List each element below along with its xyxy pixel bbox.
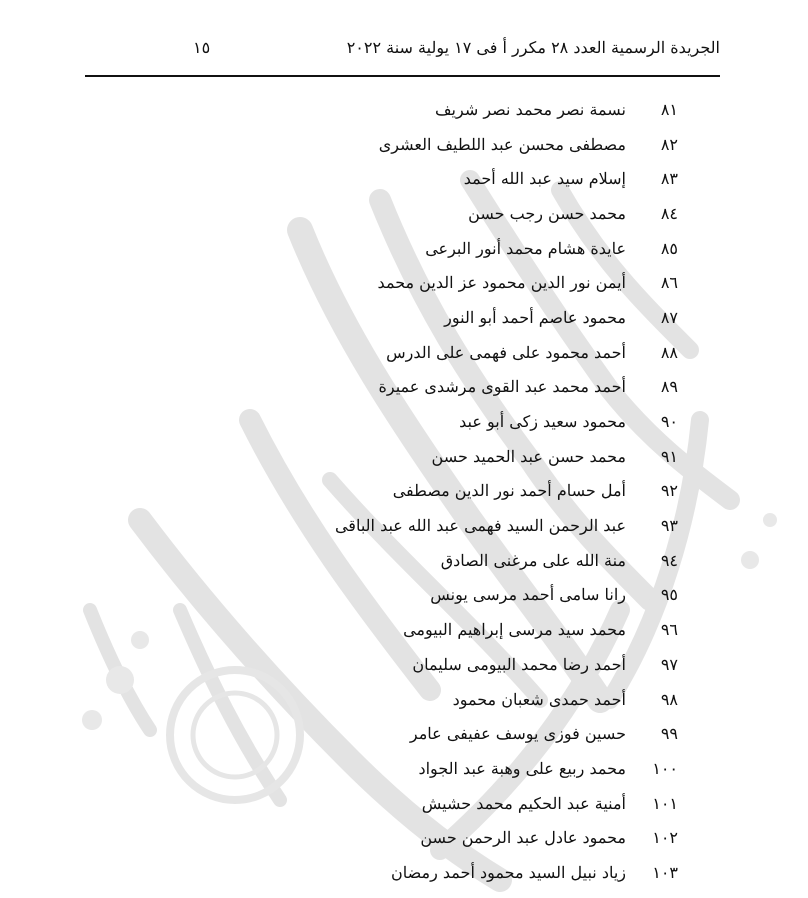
list-item <box>335 716 678 751</box>
list-item <box>335 647 678 682</box>
entry-name: محمد حسن عبد الحميد حسن <box>431 446 626 466</box>
entry-number: ١٠٣ <box>652 862 678 882</box>
entry-name: عايدة هشام محمد أنور البرعى <box>425 238 626 258</box>
entry-name: أحمد رضا محمد البيومى سليمان <box>412 654 626 674</box>
page-number: ١٥ <box>193 38 211 57</box>
entry-name: أحمد حمدى شعبان محمود <box>452 689 626 709</box>
entry-name: منة الله على مرغنى الصادق <box>440 550 626 570</box>
entry-name: محمد ربيع على وهبة عبد الجواد <box>418 758 626 778</box>
entry-number: ١٠٠ <box>652 758 678 778</box>
entry-name: محمود عاصم أحمد أبو النور <box>444 307 626 327</box>
entry-name: محمود عادل عبد الرحمن حسن <box>420 828 626 848</box>
entry-number: ٩٨ <box>660 689 678 709</box>
entry-name: أحمد محمود على فهمى على الدرس <box>386 342 626 362</box>
entry-number: ٩٧ <box>660 654 678 674</box>
entry-number: ٨١ <box>660 99 678 119</box>
entry-number: ٨٥ <box>660 238 678 258</box>
list-item <box>335 855 678 890</box>
list-item <box>335 404 678 439</box>
header-rule <box>85 75 720 77</box>
entry-name: عبد الرحمن السيد فهمى عبد الله عبد الباقى <box>334 516 626 536</box>
entry-number: ٨٧ <box>660 307 678 327</box>
entry-number: ٩٢ <box>660 481 678 501</box>
list-item <box>335 196 678 231</box>
entry-name: إسلام سيد عبد الله أحمد <box>463 169 626 189</box>
entry-number: ٩٠ <box>660 412 678 432</box>
list-item <box>335 751 678 786</box>
entry-name: زياد نبيل السيد محمود أحمد رمضان <box>391 862 626 882</box>
list-item <box>335 127 678 162</box>
list-item <box>335 231 678 266</box>
list-item <box>335 543 678 578</box>
list-item <box>335 161 678 196</box>
entry-number: ٨٨ <box>660 342 678 362</box>
entry-name: مصطفى محسن عبد اللطيف العشرى <box>378 134 626 154</box>
names-list <box>335 92 678 890</box>
list-item <box>335 508 678 543</box>
entry-name: أمل حسام أحمد نور الدين مصطفى <box>392 481 626 501</box>
entry-name: حسين فوزى يوسف عفيفى عامر <box>409 724 626 744</box>
entry-number: ٨٤ <box>660 203 678 223</box>
list-item <box>335 612 678 647</box>
entry-number: ١٠٢ <box>652 828 678 848</box>
page-header <box>85 38 720 62</box>
entry-number: ٩٥ <box>660 585 678 605</box>
entry-number: ٨٦ <box>660 273 678 293</box>
entry-number: ٨٩ <box>660 377 678 397</box>
entry-name: رانا سامى أحمد مرسى يونس <box>430 585 626 605</box>
entry-name: محمود سعيد زكى أبو عبد <box>459 412 626 432</box>
entry-name: أحمد محمد عبد القوى مرشدى عميرة <box>378 377 626 397</box>
entry-number: ٩٦ <box>660 620 678 640</box>
list-item <box>335 820 678 855</box>
entry-number: ١٠١ <box>652 793 678 813</box>
entry-name: أيمن نور الدين محمود عز الدين محمد <box>377 273 626 293</box>
entry-name: محمد حسن رجب حسن <box>468 203 626 223</box>
entry-number: ٩٤ <box>660 550 678 570</box>
list-item <box>335 474 678 509</box>
header-title: الجريدة الرسمية العدد ٢٨ مكرر أ فى ١٧ يولية سنة ٢٠٢٢ <box>346 38 720 57</box>
entry-name: نسمة نصر محمد نصر شريف <box>434 99 626 119</box>
list-item <box>335 439 678 474</box>
entry-number: ٨٢ <box>660 134 678 154</box>
list-item <box>335 300 678 335</box>
list-item <box>335 682 678 717</box>
list-item <box>335 92 678 127</box>
list-item <box>335 335 678 370</box>
entry-number: ٩٩ <box>660 724 678 744</box>
list-item <box>335 265 678 300</box>
entry-number: ٩٣ <box>660 516 678 536</box>
entry-number: ٩١ <box>660 446 678 466</box>
entry-name: أمنية عبد الحكيم محمد حشيش <box>421 793 626 813</box>
list-item <box>335 578 678 613</box>
list-item <box>335 370 678 405</box>
entry-number: ٨٣ <box>660 169 678 189</box>
list-item <box>335 786 678 821</box>
entry-name: محمد سيد مرسى إبراهيم البيومى <box>403 620 626 640</box>
